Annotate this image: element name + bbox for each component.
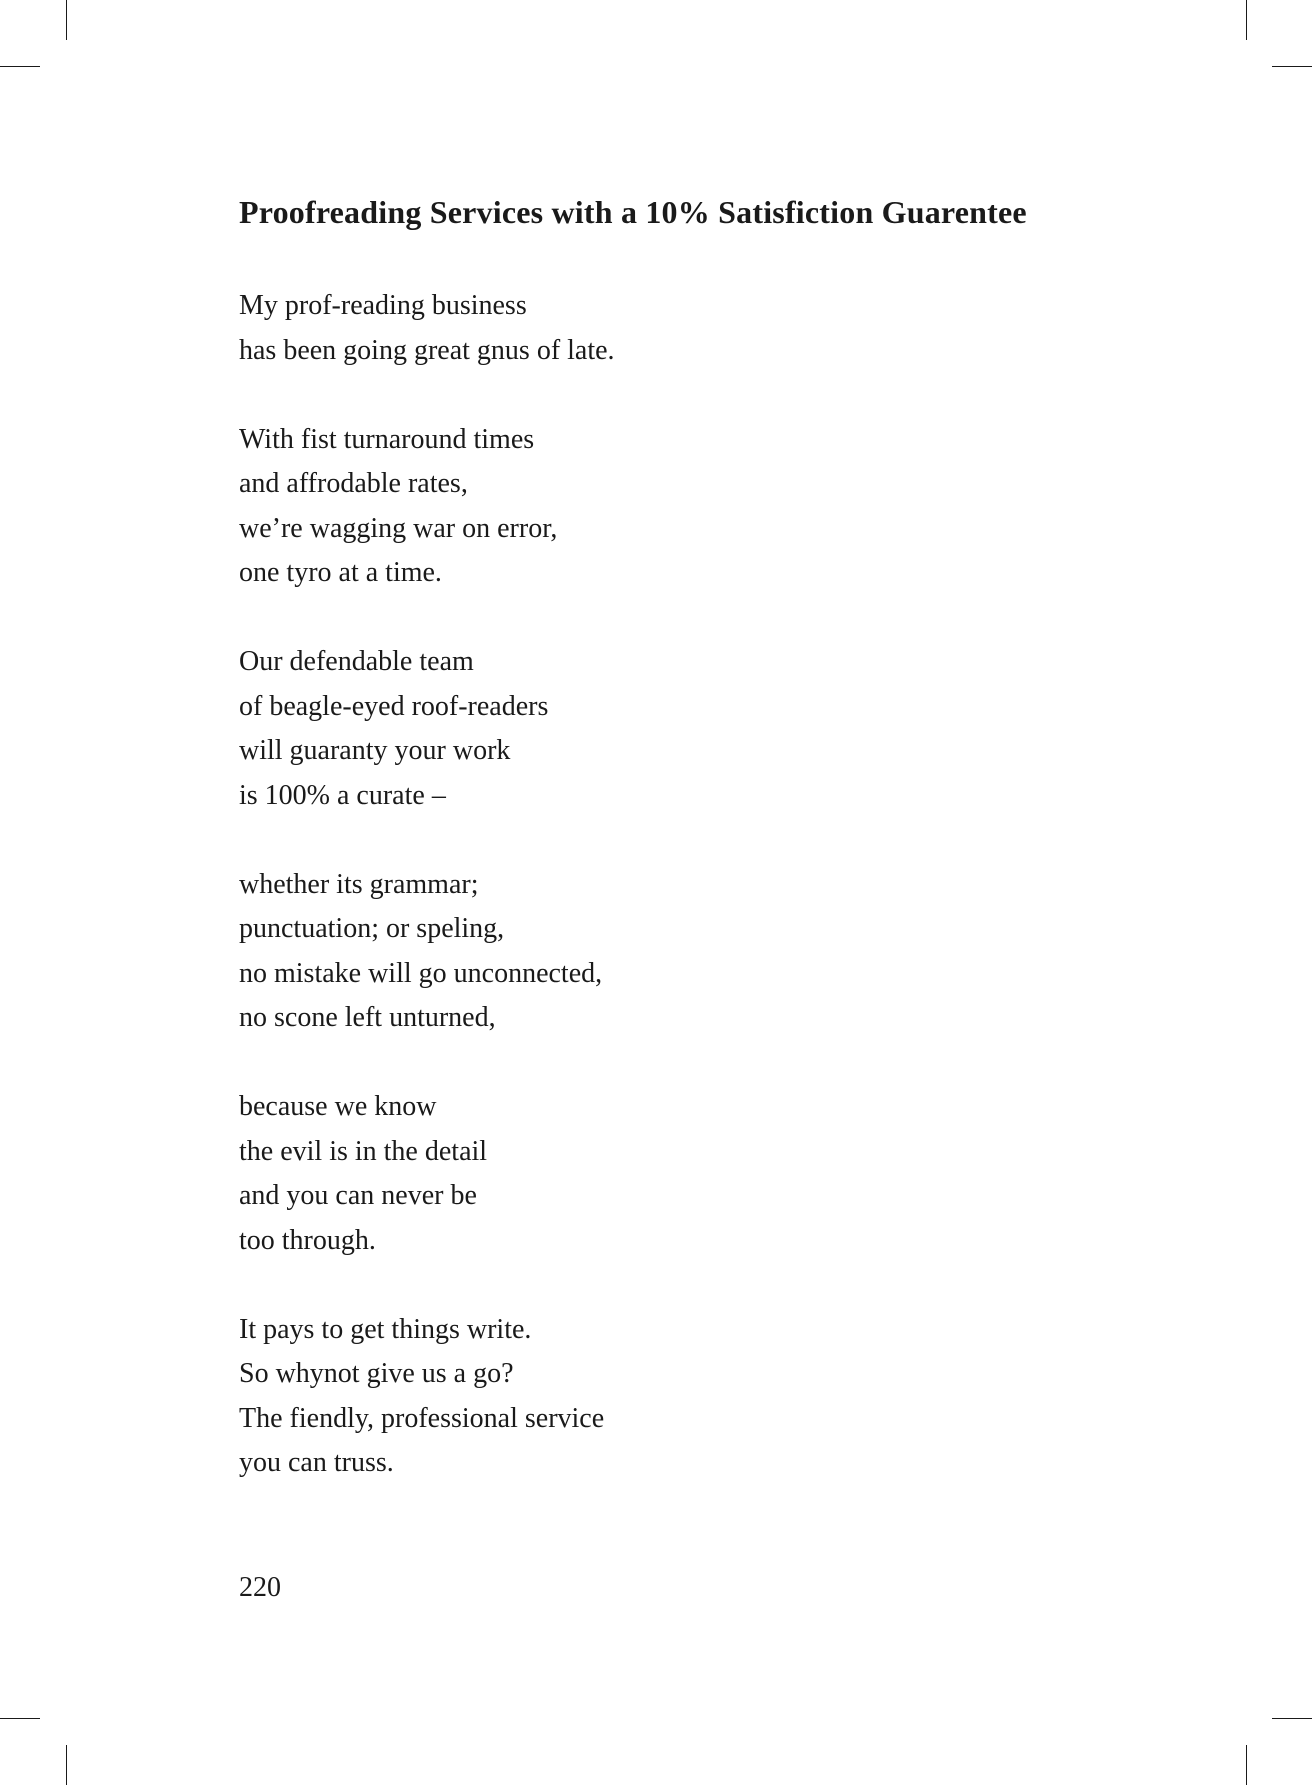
stanza-6 xyxy=(239,1308,1159,1486)
poem-line: will guaranty your work xyxy=(239,735,511,766)
poem-line: whether its grammar; xyxy=(239,868,479,900)
crop-mark-top-right-horizontal xyxy=(1272,66,1312,67)
poem-line: of beagle-eyed roof-readers xyxy=(239,690,549,722)
stanza-5 xyxy=(239,1085,1159,1263)
poem-line: has been going great gnus of late. xyxy=(239,334,615,366)
poem-line: My prof-reading business xyxy=(239,290,527,321)
poem-title: Proofreading Services with a 10% Satisfiction Guarentee xyxy=(239,194,1027,230)
poem-line: no mistake will go unconnected, xyxy=(239,957,603,989)
poem xyxy=(239,190,1159,1530)
poem-line: we’re wagging war on error, xyxy=(239,512,558,544)
crop-mark-bottom-left-vertical xyxy=(66,1745,67,1785)
poem-line: and you can never be xyxy=(239,1180,477,1211)
stanza-2 xyxy=(239,418,1159,596)
crop-mark-top-right-vertical xyxy=(1246,0,1247,40)
crop-mark-bottom-right-horizontal xyxy=(1272,1718,1312,1719)
poem-line: because we know xyxy=(239,1091,437,1122)
poem-line: and affrodable rates, xyxy=(239,468,468,499)
poem-line: the evil is in the detail xyxy=(239,1135,488,1167)
crop-mark-top-left-horizontal xyxy=(0,66,40,67)
stanza-4 xyxy=(239,863,1159,1041)
stanza-1 xyxy=(239,284,1159,373)
poem-line: It pays to get things write. xyxy=(239,1313,532,1345)
crop-mark-bottom-left-horizontal xyxy=(0,1718,40,1719)
poem-line: too through. xyxy=(239,1224,376,1256)
poem-line: With fist turnaround times xyxy=(239,423,535,455)
poem-line: The fiendly, professional service xyxy=(239,1402,605,1434)
poem-line: one tyro at a time. xyxy=(239,557,442,588)
poem-line: you can truss. xyxy=(239,1447,394,1478)
poem-line: no scone left unturned, xyxy=(239,1002,496,1033)
poem-line: Our defendable team xyxy=(239,646,474,677)
crop-mark-bottom-right-vertical xyxy=(1246,1745,1247,1785)
crop-mark-top-left-vertical xyxy=(66,0,67,40)
stanza-3 xyxy=(239,640,1159,818)
poem-line: So whynot give us a go? xyxy=(239,1358,514,1389)
page-number: 220 xyxy=(239,1572,281,1603)
poem-line: punctuation; or speling, xyxy=(239,913,505,944)
poem-line: is 100% a curate – xyxy=(239,779,446,811)
